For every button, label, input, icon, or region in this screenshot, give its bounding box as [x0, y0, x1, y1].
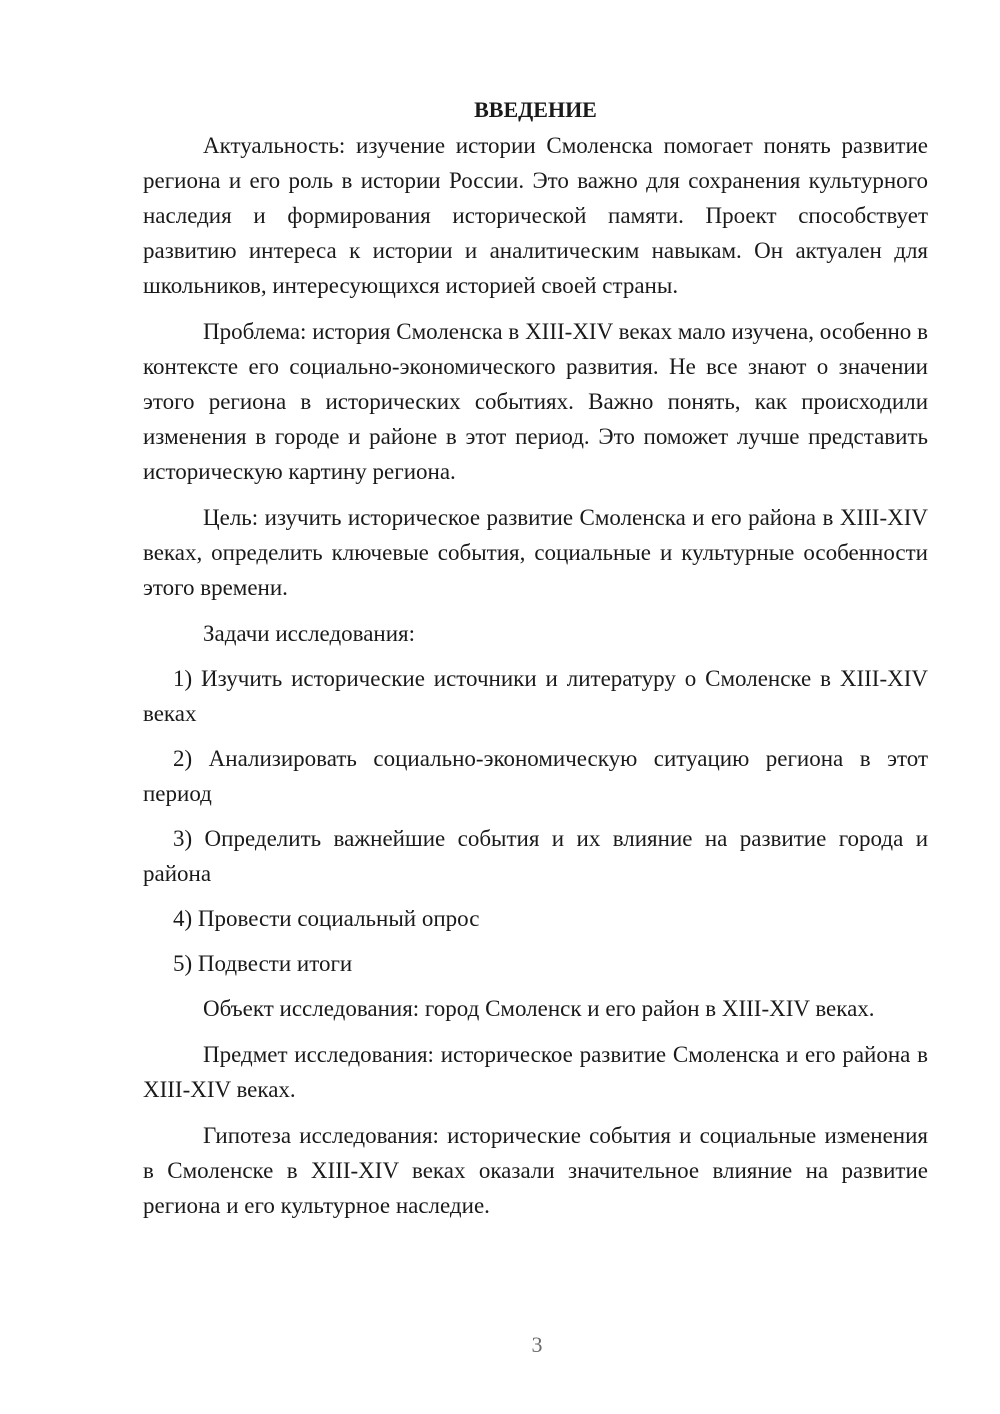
task-item-4: 4) Провести социальный опрос [173, 906, 480, 931]
task-item-3: 3) Определить важнейшие события и их влияние на развитие города и района [143, 826, 928, 886]
object-paragraph: Объект исследования: город Смоленск и его район в XIII-XIV веках. [203, 996, 875, 1021]
tasks-heading: Задачи исследования: [203, 621, 416, 646]
hypothesis-paragraph: Гипотеза исследования: исторические события и социальные изменения в Смоленске в XIII-XIV веках оказали значительное влияние на развитие региона и его культурное наследие. [143, 1123, 928, 1218]
page-title: ВВЕДЕНИЕ [474, 97, 597, 122]
task-item-1: 1) Изучить исторические источники и литературу о Смоленске в XIII-XIV веках [143, 666, 928, 726]
relevance-paragraph: Актуальность: изучение истории Смоленска помогает понять развитие региона и его роль в истории России. Это важно для сохранения культурного наследия и формирования исторической памяти. Проект способствует развитию интереса к истории и аналитическим навыкам. Он актуален для школьников, интересующихся историей своей страны. [143, 133, 928, 298]
problem-paragraph: Проблема: история Смоленска в XIII-XIV веках мало изучена, особенно в контексте его социально-экономического развития. Не все знают о значении этого региона в исторических событиях. Важно понять, как происходили изменения в городе и районе в этот период. Это поможет лучше представить историческую картину региона. [143, 319, 928, 484]
goal-paragraph: Цель: изучить историческое развитие Смоленска и его района в XIII-XIV веках, определить ключевые события, социальные и культурные особенности этого времени. [143, 505, 928, 600]
subject-paragraph: Предмет исследования: историческое развитие Смоленска и его района в XIII-XIV веках. [143, 1042, 928, 1102]
task-item-5: 5) Подвести итоги [173, 951, 353, 976]
page-number: 3 [531, 1332, 543, 1357]
document-body [143, 92, 928, 1223]
task-item-2: 2) Анализировать социально-экономическую ситуацию региона в этот период [143, 746, 928, 806]
